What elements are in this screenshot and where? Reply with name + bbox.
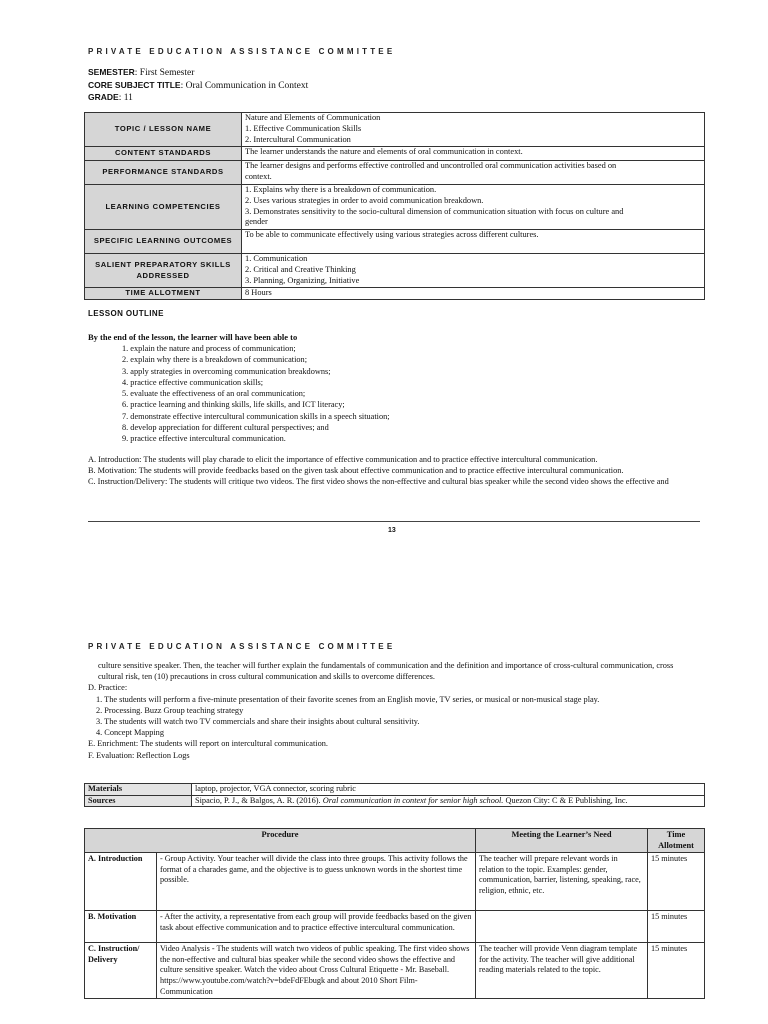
list-item: 2. explain why there is a breakdown of communication; [122, 355, 308, 365]
procedure-summary [88, 454, 698, 488]
org-header: PRIVATE EDUCATION ASSISTANCE COMMITTEE [88, 47, 396, 56]
need-cell: The teacher will prepare relevant words in relation to the topic. Examples: gender, communication, barrier, listening, speaking, race, religion, ethnic, etc. [476, 853, 648, 911]
column-header: Time Allotment [648, 829, 705, 853]
outline-intro: By the end of the lesson, the learner will have been able to [88, 332, 298, 342]
time-cell: 15 minutes [648, 943, 705, 999]
paragraph: C. Instruction/Delivery: The students will critique two videos. The first video shows the non-effective and cultural bias speaker while the second video shows the effective and [88, 477, 669, 487]
outline-list [122, 343, 390, 445]
info-value: 8 Hours [242, 288, 705, 300]
page-divider [88, 521, 700, 522]
meta-block [88, 67, 308, 105]
core-subject-label: CORE SUBJECT TITLE [88, 79, 181, 90]
list-item: 9. practice effective intercultural communication. [122, 434, 286, 444]
list-item: 8. develop appreciation for different cultural perspectives; and [122, 423, 329, 433]
info-label: TOPIC / LESSON NAME [85, 113, 242, 147]
stage-cell: B. Motivation [85, 911, 157, 943]
info-label: CONTENT STANDARDS [85, 147, 242, 161]
time-cell: 15 minutes [648, 911, 705, 943]
info-value: The learner understands the nature and elements of oral communication in context. [242, 147, 705, 161]
procedure-cell: Video Analysis - The students will watch two videos of public speaking. The first video shows the non-effective and cultural bias speaker while the second video shows the effective and culture sensitive speaker. Watch the video about Cross Cultural Etiquette - Mr. Baseball. https://www.youtube.com/watch?v=bdeFdFEbugk and about 2010 Short Film- Communication [157, 943, 476, 999]
info-label: SPECIFIC LEARNING OUTCOMES [85, 230, 242, 254]
paragraph: 3. The students will watch two TV commercials and share their insights about cultural sensitivity. [96, 717, 420, 727]
paragraph: E. Enrichment: The students will report on intercultural communication. [88, 739, 328, 749]
procedure-cell: - Group Activity. Your teacher will divide the class into three groups. This activity follows the format of a charades game, and the objective is to guess unknown words in the shortest time possible. [157, 853, 476, 911]
column-header: Procedure [85, 829, 476, 853]
grade-label: GRADE [88, 92, 119, 102]
sources-label: Sources [85, 795, 192, 807]
list-item: 5. evaluate the effectiveness of an oral communication; [122, 389, 306, 399]
time-cell: 15 minutes [648, 853, 705, 911]
paragraph: 4. Concept Mapping [96, 728, 164, 738]
procedure-table [84, 828, 705, 999]
list-item: 3. apply strategies in overcoming communication breakdowns; [122, 366, 331, 376]
lesson-info-table [84, 112, 705, 300]
materials-table [84, 783, 705, 807]
paragraph: D. Practice: [88, 683, 128, 693]
lesson-outline-title: LESSON OUTLINE [88, 309, 164, 318]
list-item: 7. demonstrate effective intercultural communication skills in a speech situation; [122, 411, 390, 421]
list-item: 6. practice learning and thinking skills, life skills, and ICT literacy; [122, 400, 345, 410]
org-header: PRIVATE EDUCATION ASSISTANCE COMMITTEE [88, 642, 396, 651]
info-label: SALIENT PREPARATORY SKILLS ADDRESSED [85, 254, 242, 288]
paragraph: culture sensitive speaker. Then, the teacher will further explain the fundamentals of communication and the definition and importance of cross-cultural communication, cross [98, 661, 674, 670]
paragraph: 1. The students will perform a five-minute presentation of their favorite scenes from an English movie, TV series, or musical or non-musical stage play. [96, 694, 600, 704]
need-cell: The teacher will provide Venn diagram template for the activity. The teacher will give additional reading materials related to the topic. [476, 943, 648, 999]
paragraph: 2. Processing. Buzz Group teaching strategy [96, 705, 244, 715]
paragraph: cultural risk, ten (10) precautions in cross cultural communication and skills to overcome differences. [98, 672, 435, 682]
sources-value: Sipacio, P. J., & Balgos, A. R. (2016). Oral communication in context for senior high school. Quezon City: C & E Publishing, Inc. [192, 795, 705, 807]
info-value: Nature and Elements of Communication 1. Effective Communication Skills 2. Intercultural Communication [242, 113, 705, 147]
info-label: PERFORMANCE STANDARDS [85, 161, 242, 185]
info-value: To be able to communicate effectively using various strategies across different cultures. [242, 230, 705, 254]
materials-label: Materials [85, 784, 192, 796]
semester-value: : First Semester [134, 68, 195, 78]
info-label: TIME ALLOTMENT [85, 288, 242, 300]
info-value: 1. Explains why there is a breakdown of communication. 2. Uses various strategies in order to avoid communication breakdown. 3. Demonstrates sensitivity to the socio-cultural dimension of communication situation with focus on culture and gender [242, 185, 705, 230]
paragraph: F. Evaluation: Reflection Logs [88, 750, 190, 760]
continued-text [88, 660, 698, 761]
paragraph: B. Motivation: The students will provide feedbacks based on the given task about effective communication and to practice effective intercultural communication. [88, 466, 624, 476]
list-item: 1. explain the nature and process of communication; [122, 344, 296, 353]
info-value: The learner designs and performs effective controlled and uncontrolled oral communication activities based on context. [242, 161, 705, 185]
procedure-cell: - After the activity, a representative from each group will provide feedbacks based on the given task about effective communication and to practice effective intercultural communication. [157, 911, 476, 943]
need-cell [476, 911, 648, 943]
info-value: 1. Communication 2. Critical and Creative Thinking 3. Planning, Organizing, Initiative [242, 254, 705, 288]
column-header: Meeting the Learner’s Need [476, 829, 648, 853]
semester-label: SEMESTER [88, 67, 135, 77]
page-number: 13 [388, 527, 396, 534]
list-item: 4. practice effective communication skills; [122, 377, 264, 387]
materials-value: laptop, projector, VGA connector, scoring rubric [192, 784, 705, 796]
info-label: LEARNING COMPETENCIES [85, 185, 242, 230]
stage-cell: A. Introduction [85, 853, 157, 911]
stage-cell: C. Instruction/ Delivery [85, 943, 157, 999]
core-subject-value: : Oral Communication in Context [180, 80, 309, 91]
grade-value: : 11 [118, 93, 133, 103]
paragraph: A. Introduction: The students will play charade to elicit the importance of effective communication and to practice effective intercultural communication. [88, 455, 598, 464]
